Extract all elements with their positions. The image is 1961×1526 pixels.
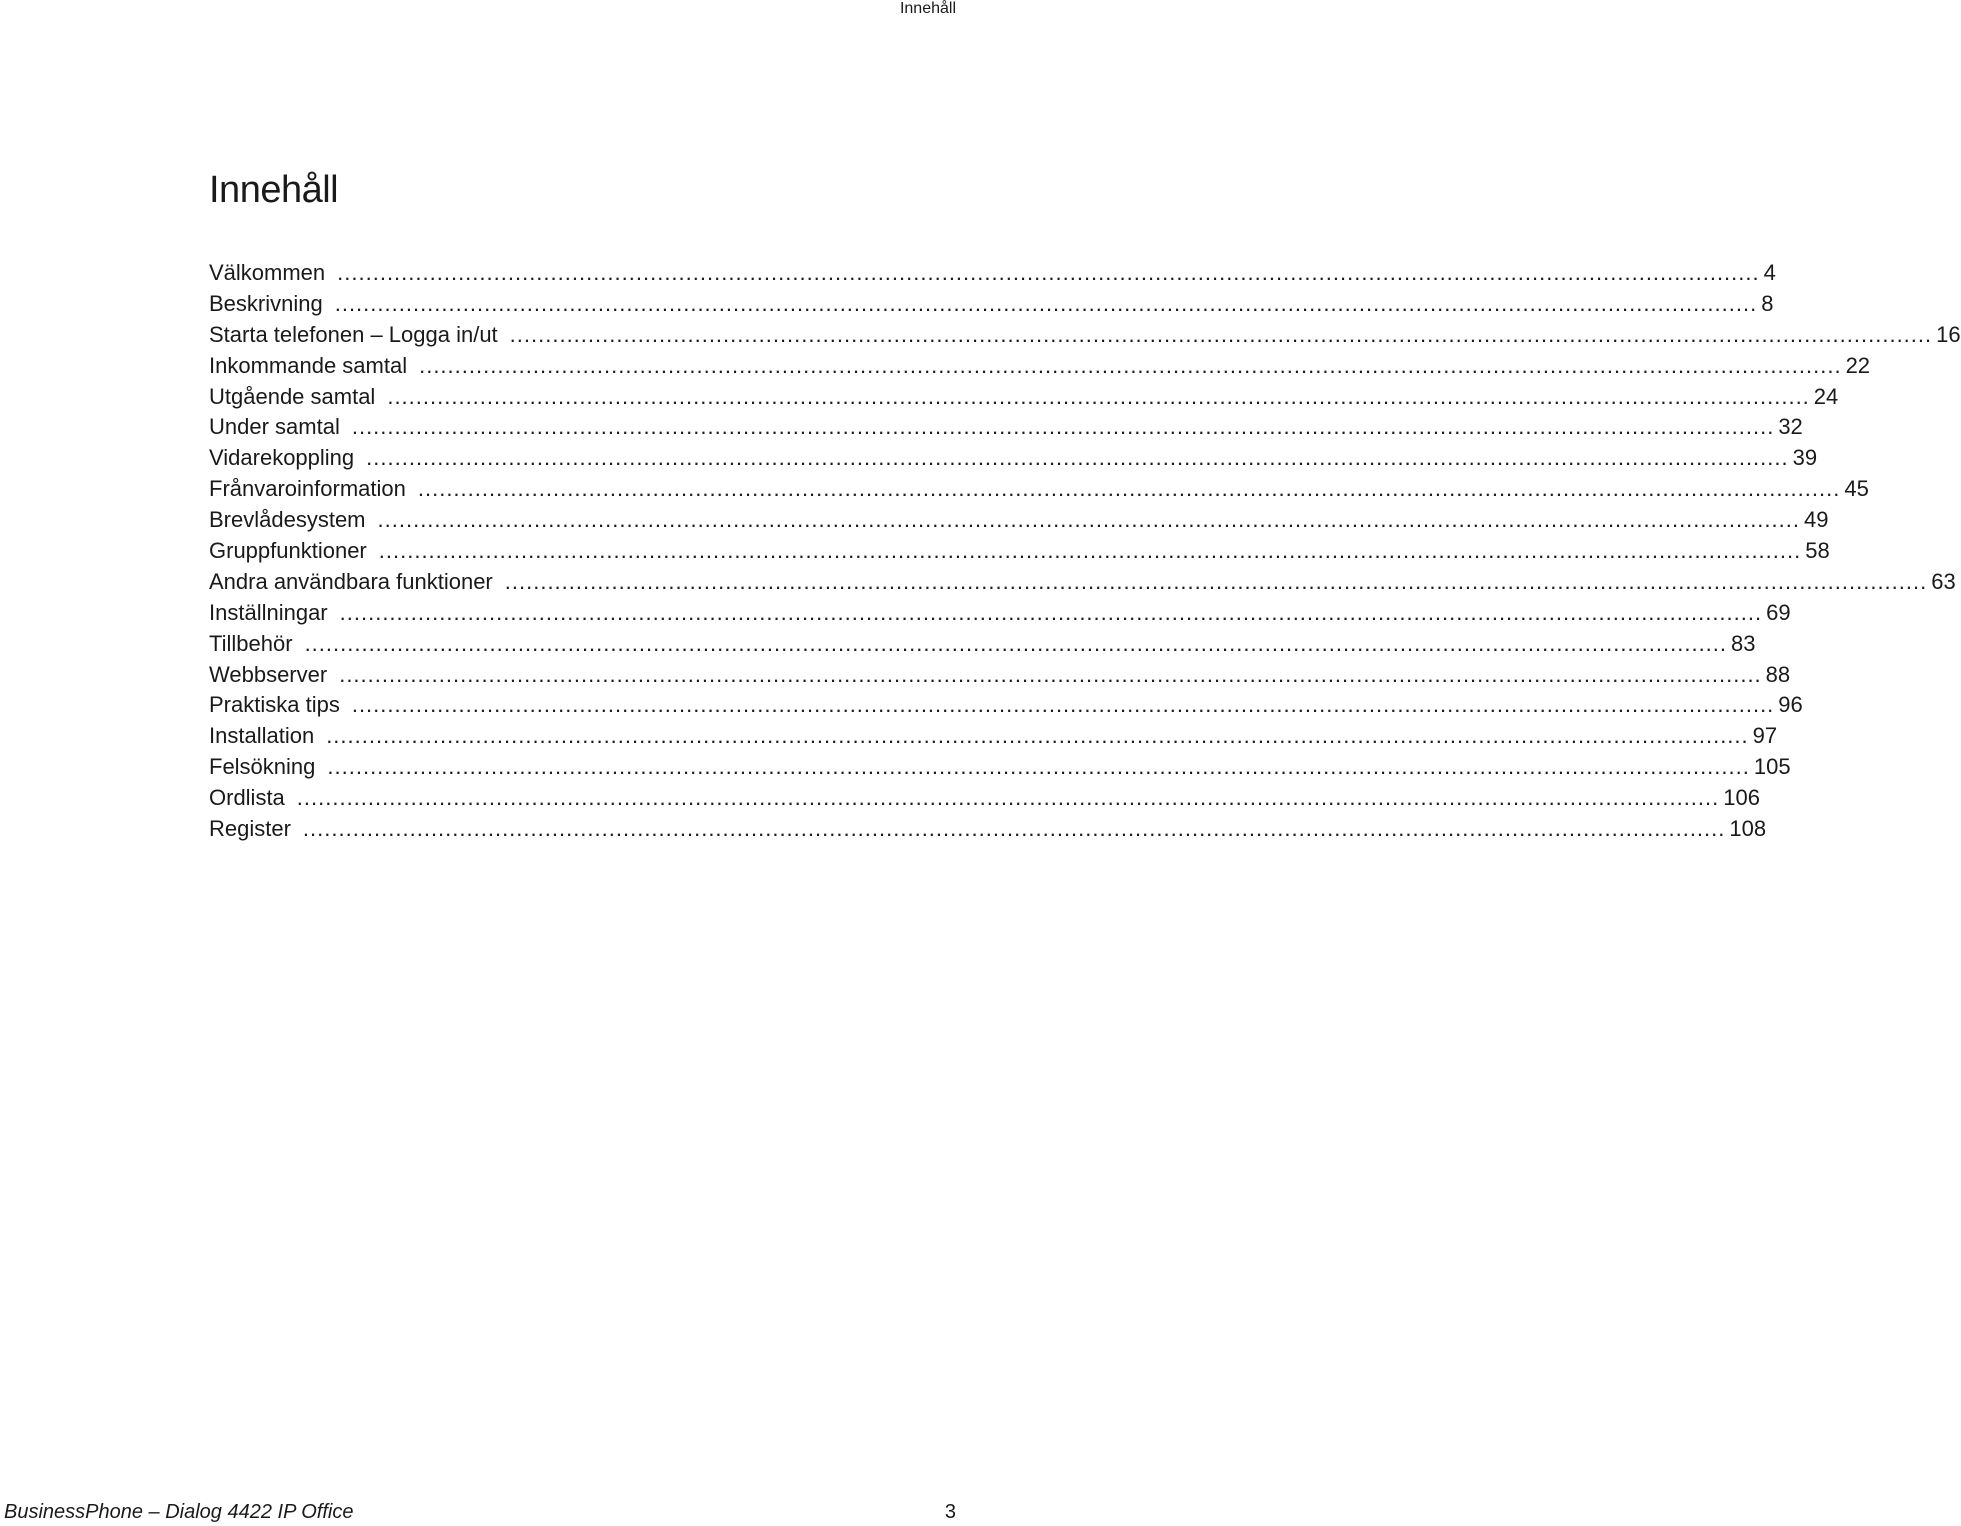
toc-entry-page: 8 (1761, 290, 1774, 316)
toc-leader-dots: ........................................................................................................................................................................................................ (351, 414, 1775, 440)
toc-entry[interactable] (209, 320, 1961, 351)
toc-entry-page: 96 (1778, 692, 1803, 718)
toc-entry[interactable] (209, 351, 1871, 382)
toc-entry-page: 39 (1792, 445, 1818, 471)
toc-entry[interactable] (209, 783, 1760, 814)
toc-entry-label: Välkommen (209, 260, 326, 285)
toc-entry-page: 32 (1778, 414, 1803, 440)
toc-entry[interactable] (209, 629, 1756, 660)
toc-entry[interactable] (209, 660, 1791, 691)
toc-entry-page: 24 (1813, 383, 1839, 409)
toc-entry-label: Installation (209, 723, 315, 749)
toc-leader-dots: ........................................................................................................................................................................................................ (377, 507, 1800, 533)
toc-entry[interactable] (209, 690, 1803, 721)
toc-entry-page: 69 (1766, 599, 1791, 625)
toc-leader-dots: ........................................................................................................................................................................................................ (378, 538, 1802, 564)
toc-entry-label: Frånvaroinformation (209, 476, 406, 502)
page-title: Innehåll (209, 169, 339, 211)
toc-entry-page: 58 (1805, 538, 1830, 564)
toc-entry-label: Utgående samtal (209, 383, 376, 409)
toc-entry-page: 63 (1931, 568, 1956, 594)
toc-entry[interactable] (209, 474, 1869, 505)
toc-leader-dots: ........................................................................................................................................................................................................ (334, 290, 1758, 316)
toc-leader-dots: ........................................................................................................................................................................................................ (327, 754, 1750, 780)
toc-entry-label: Felsökning (209, 754, 316, 780)
toc-leader-dots: ........................................................................................................................................................................................................ (387, 383, 1810, 409)
toc-leader-dots: ........................................................................................................................................................................................................ (504, 568, 1928, 594)
toc-entry-label: Inställningar (209, 599, 328, 625)
toc-leader-dots: ........................................................................................................................................................................................................ (419, 352, 1842, 378)
toc-entry-page: 16 (1936, 321, 1961, 347)
toc-entry[interactable] (209, 567, 1956, 598)
toc-entry[interactable] (209, 752, 1791, 783)
toc-entry-page: 83 (1731, 630, 1756, 656)
toc-entry[interactable] (209, 382, 1839, 413)
toc-entry[interactable] (209, 505, 1829, 536)
toc-entry[interactable] (209, 443, 1818, 474)
toc-leader-dots: ........................................................................................................................................................................................................ (351, 692, 1775, 718)
table-of-contents (209, 258, 1961, 845)
toc-leader-dots: ........................................................................................................................................................................................................ (326, 723, 1749, 749)
toc-entry-label: Ordlista (209, 785, 285, 811)
toc-leader-dots: ........................................................................................................................................................................................................ (302, 816, 1726, 842)
toc-entry-page: 105 (1753, 754, 1791, 780)
toc-entry[interactable] (209, 289, 1774, 320)
toc-leader-dots: ........................................................................................................................................................................................................ (339, 661, 1762, 687)
toc-entry-page: 4 (1763, 260, 1776, 285)
toc-entry-page: 22 (1845, 352, 1871, 378)
toc-entry[interactable] (209, 258, 1776, 289)
toc-entry-page: 106 (1723, 785, 1760, 811)
running-header: Innehåll (899, 0, 956, 17)
toc-entry-label: Starta telefonen – Logga in/ut (209, 321, 498, 347)
toc-entry-label: Beskrivning (209, 290, 323, 316)
toc-leader-dots: ........................................................................................................................................................................................................ (339, 599, 1763, 625)
toc-entry[interactable] (209, 412, 1803, 443)
toc-entry-page: 97 (1752, 723, 1778, 749)
footer-document-title: BusinessPhone – Dialog 4422 IP Office (4, 1501, 354, 1523)
toc-entry-label: Praktiska tips (209, 692, 340, 718)
toc-leader-dots: ........................................................................................................................................................................................................ (296, 785, 1720, 811)
toc-entry-label: Tillbehör (209, 630, 293, 656)
toc-leader-dots: ........................................................................................................................................................................................................ (417, 476, 1841, 502)
toc-entry-label: Under samtal (209, 414, 340, 440)
toc-entry-label: Andra användbara funktioner (209, 568, 493, 594)
toc-entry-page: 88 (1765, 661, 1791, 687)
toc-entry[interactable] (209, 721, 1778, 752)
toc-entry-label: Inkommande samtal (209, 352, 408, 378)
toc-entry-page: 108 (1729, 816, 1767, 842)
toc-entry-label: Register (209, 816, 291, 842)
toc-leader-dots: ........................................................................................................................................................................................................ (366, 445, 1789, 471)
toc-entry-label: Vidarekoppling (209, 445, 355, 471)
toc-entry-label: Gruppfunktioner (209, 538, 367, 564)
toc-entry-page: 45 (1844, 476, 1869, 502)
toc-entry[interactable] (209, 598, 1791, 629)
toc-entry[interactable] (209, 814, 1767, 845)
toc-entry-label: Brevlådesystem (209, 507, 366, 533)
toc-entry-label: Webbserver (209, 661, 328, 687)
toc-leader-dots: ........................................................................................................................................................................................................ (509, 321, 1933, 347)
toc-entry-page: 49 (1803, 507, 1829, 533)
toc-entry[interactable] (209, 536, 1830, 567)
toc-leader-dots: ........................................................................................................................................................................................................ (337, 260, 1760, 285)
toc-leader-dots: ........................................................................................................................................................................................................ (304, 630, 1728, 656)
footer-page-number: 3 (944, 1501, 956, 1523)
